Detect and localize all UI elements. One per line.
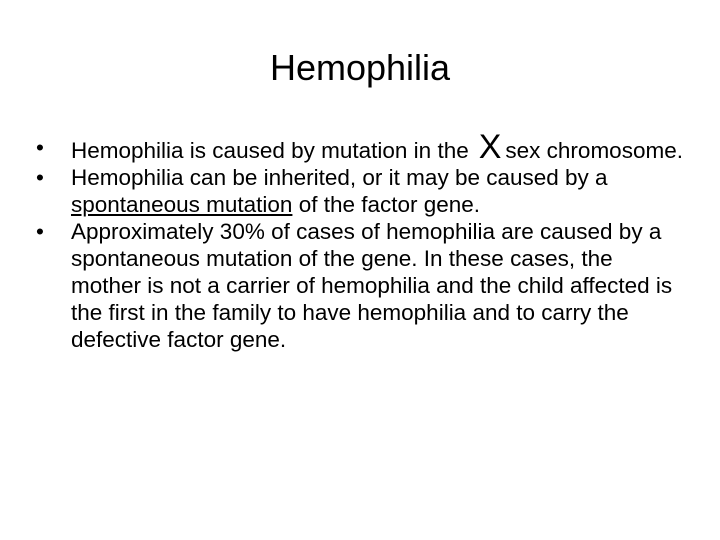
bullet-marker: • <box>36 135 44 160</box>
large-x-letter: X <box>478 128 502 166</box>
bullet-item <box>36 128 686 166</box>
bullet-item <box>36 218 686 353</box>
slide-title: Hemophilia <box>269 47 451 88</box>
bullet-text: Hemophilia can be inherited, or it may be caused by a <box>71 165 608 190</box>
bullet-text: of the factor gene. <box>298 192 481 217</box>
bullet-text: Approximately 30% of cases of hemophilia are caused by a spontaneous mutation of the gene. In these cases, the mother is not a carrier of hemophilia and the child affected is the first in the family to have hemophilia and to carry the defective factor gene. <box>71 219 673 352</box>
bullet-text: sex chromosome. <box>505 138 683 163</box>
bullet-marker: • <box>36 165 44 190</box>
underlined-term: spontaneous mutation <box>71 192 293 217</box>
bullet-text: Hemophilia is caused by mutation in the <box>71 138 469 163</box>
bullet-item <box>36 164 686 218</box>
bullet-marker: • <box>36 219 44 244</box>
bullet-list <box>36 128 686 353</box>
